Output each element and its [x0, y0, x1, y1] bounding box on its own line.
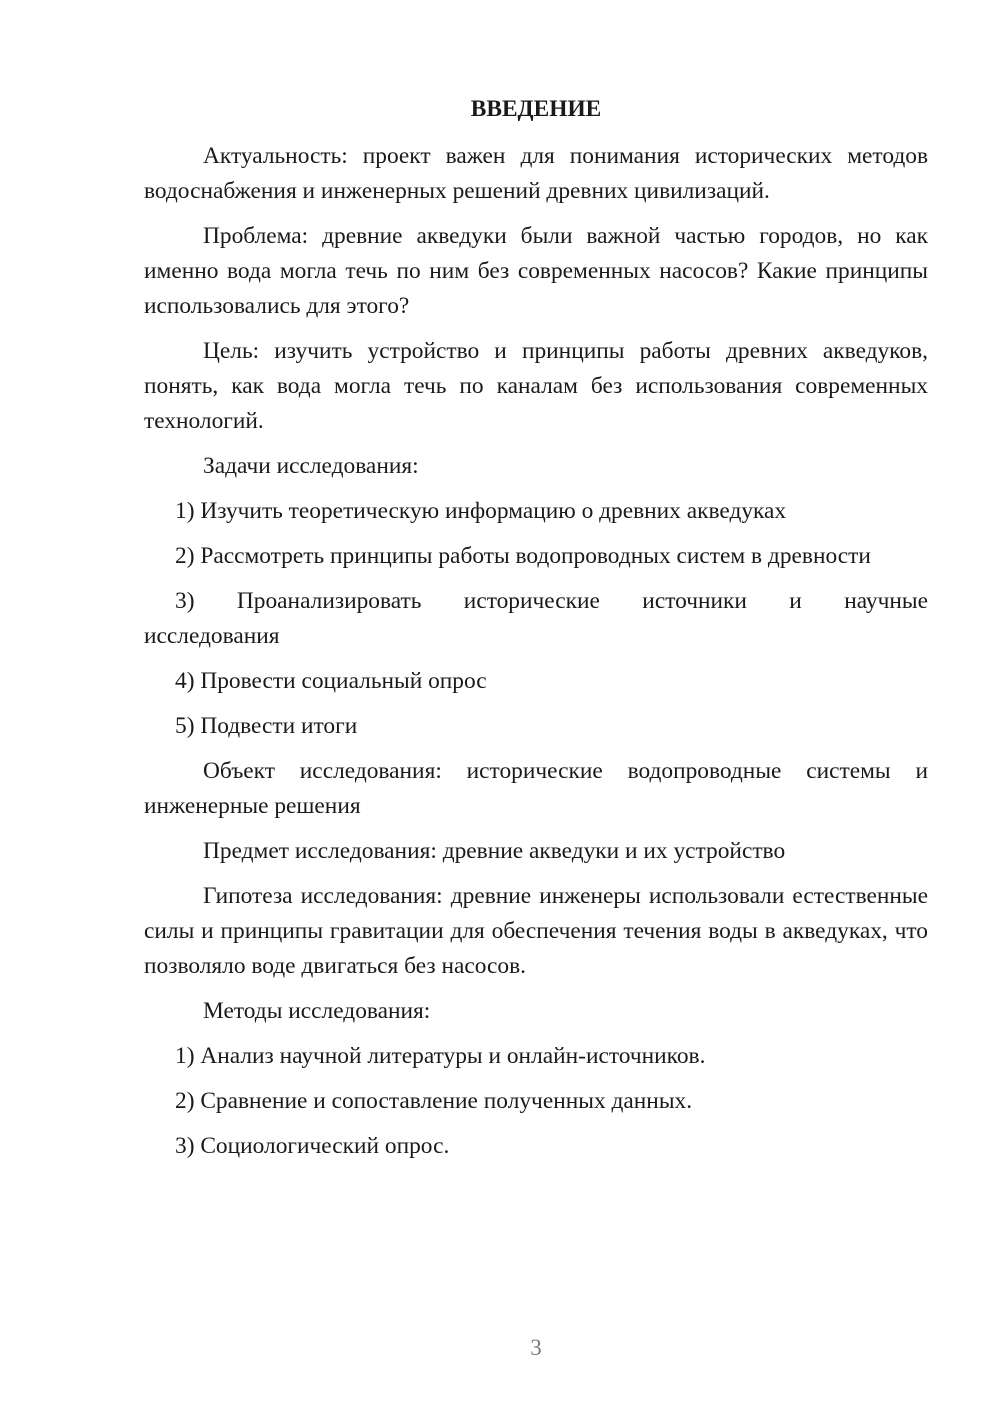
- methods-heading: Методы исследования:: [203, 998, 431, 1024]
- hypothesis-paragraph: Гипотеза исследования: древние инженеры использовали естественные силы и принципы гравитации для обеспечения течения воды в акведуках, что позволяло воде двигаться без насосов.: [144, 883, 928, 979]
- task-item-4: 4) Провести социальный опрос: [175, 668, 487, 694]
- task-item-5: 5) Подвести итоги: [175, 713, 358, 739]
- object-paragraph: Объект исследования: исторические водопроводные системы и инженерные решения: [144, 758, 928, 819]
- document-body: [144, 92, 928, 1174]
- subject-paragraph: Предмет исследования: древние акведуки и их устройство: [203, 838, 786, 864]
- method-item-3: 3) Социологический опрос.: [175, 1133, 450, 1159]
- task-item-3: 3) Проанализировать исторические источники и научные: [175, 588, 928, 614]
- method-item-2: 2) Сравнение и сопоставление полученных данных.: [175, 1088, 693, 1114]
- page-number: 3: [530, 1335, 542, 1360]
- relevance-paragraph: Актуальность: проект важен для понимания исторических методов водоснабжения и инженерных решений древних цивилизаций.: [144, 143, 928, 204]
- task-item-3-continuation: исследования: [144, 623, 280, 649]
- section-title: ВВЕДЕНИЕ: [470, 96, 602, 122]
- goal-paragraph: Цель: изучить устройство и принципы работы древних акведуков, понять, как вода могла течь по каналам без использования современных технологий.: [144, 338, 928, 434]
- problem-paragraph: Проблема: древние акведуки были важной частью городов, но как именно вода могла течь по ним без современных насосов? Какие принципы использовались для этого?: [144, 223, 928, 319]
- task-item-1: 1) Изучить теоретическую информацию о древних акведуках: [175, 498, 787, 524]
- method-item-1: 1) Анализ научной литературы и онлайн-источников.: [175, 1043, 706, 1069]
- tasks-heading: Задачи исследования:: [203, 453, 419, 479]
- task-item-2: 2) Рассмотреть принципы работы водопроводных систем в древности: [175, 543, 871, 569]
